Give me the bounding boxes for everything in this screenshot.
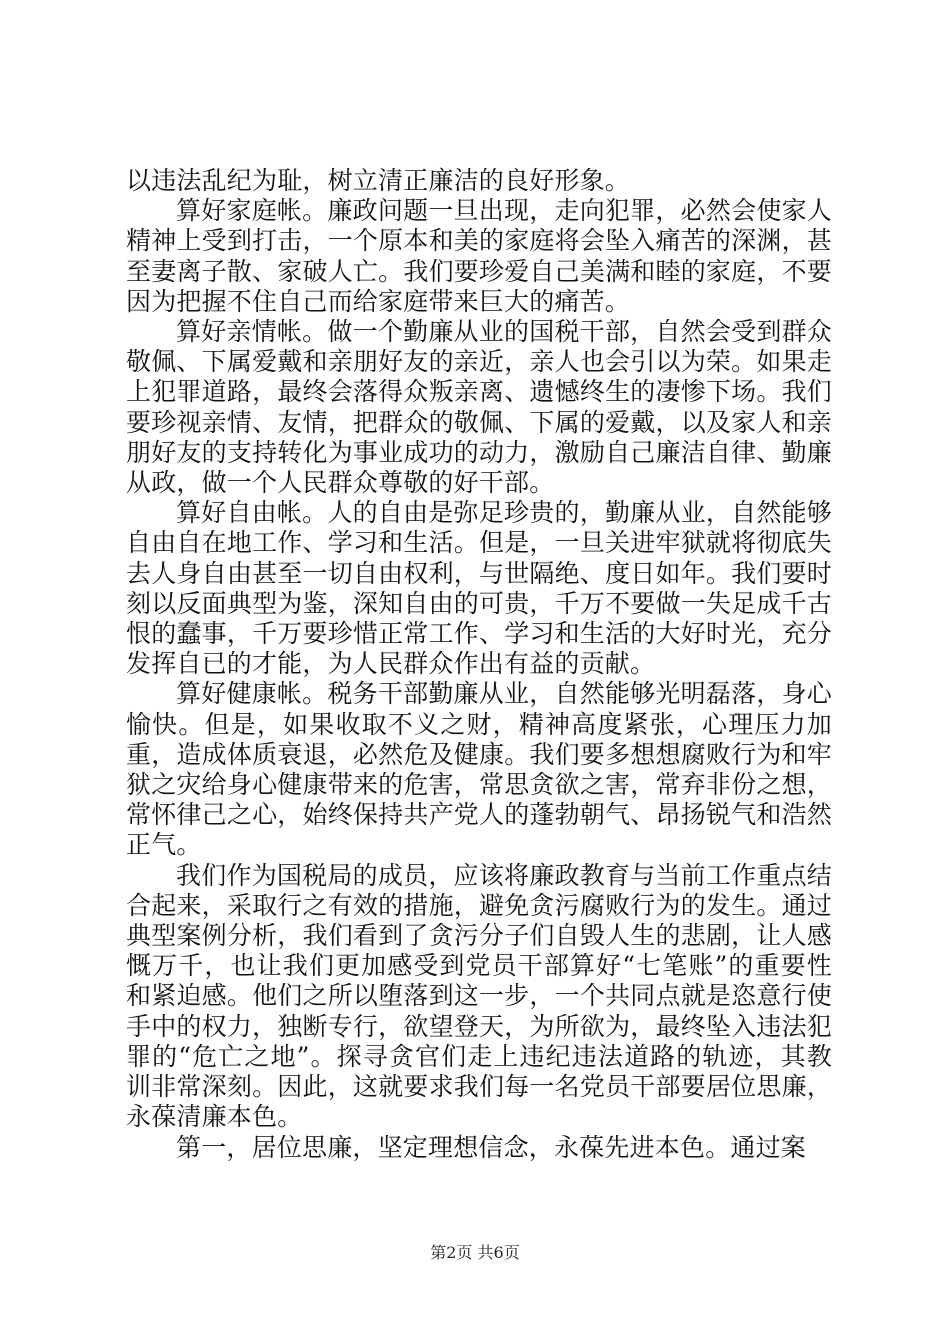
paragraph-health-account: 算好健康帐。税务干部勤廉从业，自然能够光明磊落，身心愉快。但是，如果收取不义之财，精神高度紧张，心理压力加重，造成体质衰退，必然危及健康。我们要多想想腐败行为和牢狱之灾给身心健康带来的危害，常思贪欲之害，常弃非份之想，常怀律己之心，始终保持共产党人的蓬勃朝气、昂扬锐气和浩然正气。	[126, 679, 832, 860]
paragraph-family-account: 算好家庭帐。廉政问题一旦出现，走向犯罪，必然会使家人精神上受到打击，一个原本和美的家庭将会坠入痛苦的深渊，甚至妻离子散、家破人亡。我们要珍爱自己美满和睦的家庭，不要因为把握不住自己而给家庭带来巨大的痛苦。	[126, 196, 832, 316]
page-footer	[0, 1243, 950, 1263]
document-body	[126, 166, 832, 1163]
paragraph-1: 以违法乱纪为耻，树立清正廉洁的良好形象。	[126, 166, 631, 195]
paragraph-kinship-account: 算好亲情帐。做一个勤廉从业的国税干部，自然会受到群众敬佩、下属爱戴和亲朋好友的亲近，亲人也会引以为荣。如果走上犯罪道路，最终会落得众叛亲离、遗憾终生的凄惨下场。我们要珍视亲情、友情，把群众的敬佩、下属的爱戴，以及家人和亲朋好友的支持转化为事业成功的动力，激励自己廉洁自律、勤廉从政，做一个人民群众尊敬的好干部。	[126, 317, 832, 498]
page-number-label: 第2页 共6页	[430, 1243, 520, 1262]
paragraph-first-point: 第一，居位思廉，坚定理想信念，永葆先进本色。通过案	[176, 1132, 807, 1162]
paragraph-tax-bureau: 我们作为国税局的成员，应该将廉政教育与当前工作重点结合起来，采取行之有效的措施，避免贪污腐败行为的发生。通过典型案例分析，我们看到了贪污分子们自毁人生的悲剧，让人感慨万千，也让我们更加感受到党员干部算好“七笔账”的重要性和紧迫感。他们之所以堕落到这一步，一个共同点就是恣意行使手中的权力，独断专行，欲望登天，为所欲为，最终坠入违法犯罪的“危亡之地”。探寻贪官们走上违纪违法道路的轨迹，其教训非常深刻。因此，这就要求我们每一名党员干部要居位思廉，永葆清廉本色。	[126, 860, 832, 1132]
paragraph-freedom-account: 算好自由帐。人的自由是弥足珍贵的，勤廉从业，自然能够自由自在地工作、学习和生活。但是，一旦关进牢狱就将彻底失去人身自由甚至一切自由权利，与世隔绝、度日如年。我们要时刻以反面典型为鉴，深知自由的可贵，千万不要做一失足成千古恨的蠢事，千万要珍惜正常工作、学习和生活的大好时光，充分发挥自已的才能，为人民群众作出有益的贡献。	[126, 498, 832, 679]
